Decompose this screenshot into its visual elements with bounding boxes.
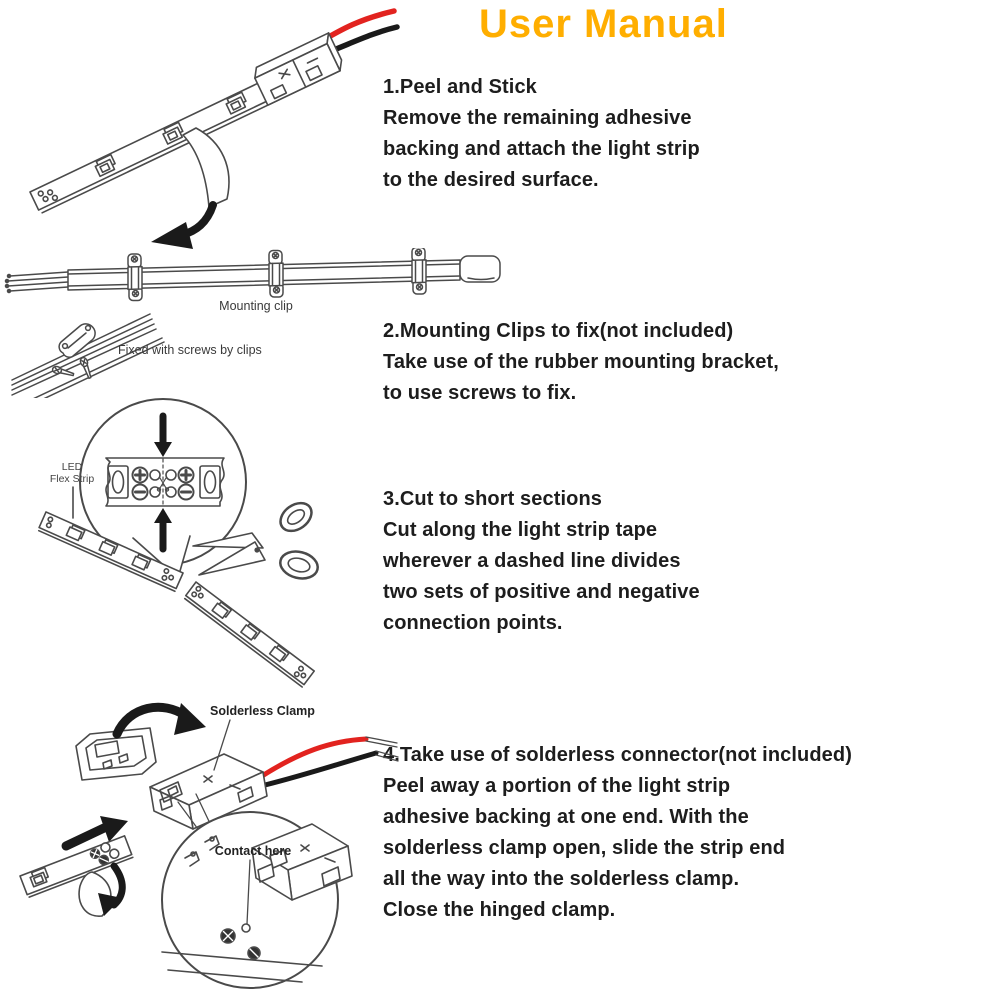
step-1-line: to the desired surface. bbox=[383, 169, 599, 191]
step-4-line: Peel away a portion of the light strip bbox=[383, 775, 731, 797]
black-wire bbox=[265, 753, 376, 785]
led-strip-piece bbox=[184, 582, 314, 687]
adhesive-backing-flap bbox=[183, 128, 229, 207]
led-strip-drawing bbox=[24, 33, 346, 214]
led-flex-strip-label: LED bbox=[61, 461, 83, 473]
step-1-heading: 1.Peel and Stick bbox=[383, 76, 537, 98]
step-2-line: to use screws to fix. bbox=[383, 382, 577, 404]
positive-pad-icon bbox=[133, 468, 148, 483]
led-flex-strip-label: Flex Strip bbox=[49, 473, 95, 485]
page-title: User Manual bbox=[479, 2, 728, 46]
step-1-instructions bbox=[383, 72, 700, 196]
step-2-line: Take use of the rubber mounting bracket, bbox=[383, 351, 779, 373]
step-3-heading: 3.Cut to short sections bbox=[383, 488, 602, 510]
step-3-line: connection points. bbox=[383, 612, 563, 634]
solderless-clamp-label: Solderless Clamp bbox=[210, 704, 315, 718]
step-2-heading: 2.Mounting Clips to fix(not included) bbox=[383, 320, 734, 342]
step-3-instructions bbox=[383, 484, 700, 639]
positive-pad-icon bbox=[179, 468, 194, 483]
step-4-instructions bbox=[383, 740, 852, 926]
strip-connector bbox=[251, 33, 345, 105]
step-3-line: wherever a dashed line divides bbox=[383, 550, 681, 572]
step-4-line: Close the hinged clamp. bbox=[383, 899, 616, 921]
diagram-solderless-connector bbox=[0, 690, 400, 1000]
diagram-cut-to-sections bbox=[0, 390, 380, 690]
step-1-line: backing and attach the light strip bbox=[383, 138, 700, 160]
mounting-clip-label: Mounting clip bbox=[219, 299, 293, 313]
mounting-clip bbox=[412, 248, 426, 294]
step-3-line: Cut along the light strip tape bbox=[383, 519, 658, 541]
step-4-heading: 4.Take use of solderless connector(not included) bbox=[383, 744, 852, 766]
step-3-line: two sets of positive and negative bbox=[383, 581, 700, 603]
strip-lead-wires bbox=[6, 272, 69, 293]
fixed-with-screws-label: Fixed with screws by clips bbox=[118, 343, 262, 357]
step-4-line: solderless clamp open, slide the strip end bbox=[383, 837, 786, 859]
step-4-line: adhesive backing at one end. With the bbox=[383, 806, 749, 828]
cut-point-detail bbox=[106, 458, 224, 506]
mounting-clip bbox=[128, 254, 142, 301]
contact-here-label: Contact here bbox=[214, 844, 292, 858]
diagram-mounting-clips bbox=[0, 248, 520, 398]
mounting-clip bbox=[269, 251, 283, 298]
step-1-line: Remove the remaining adhesive bbox=[383, 107, 692, 129]
peel-arrow-icon bbox=[151, 205, 213, 249]
diagram-peel-and-stick bbox=[0, 0, 400, 250]
step-4-line: all the way into the solderless clamp. bbox=[383, 868, 740, 890]
